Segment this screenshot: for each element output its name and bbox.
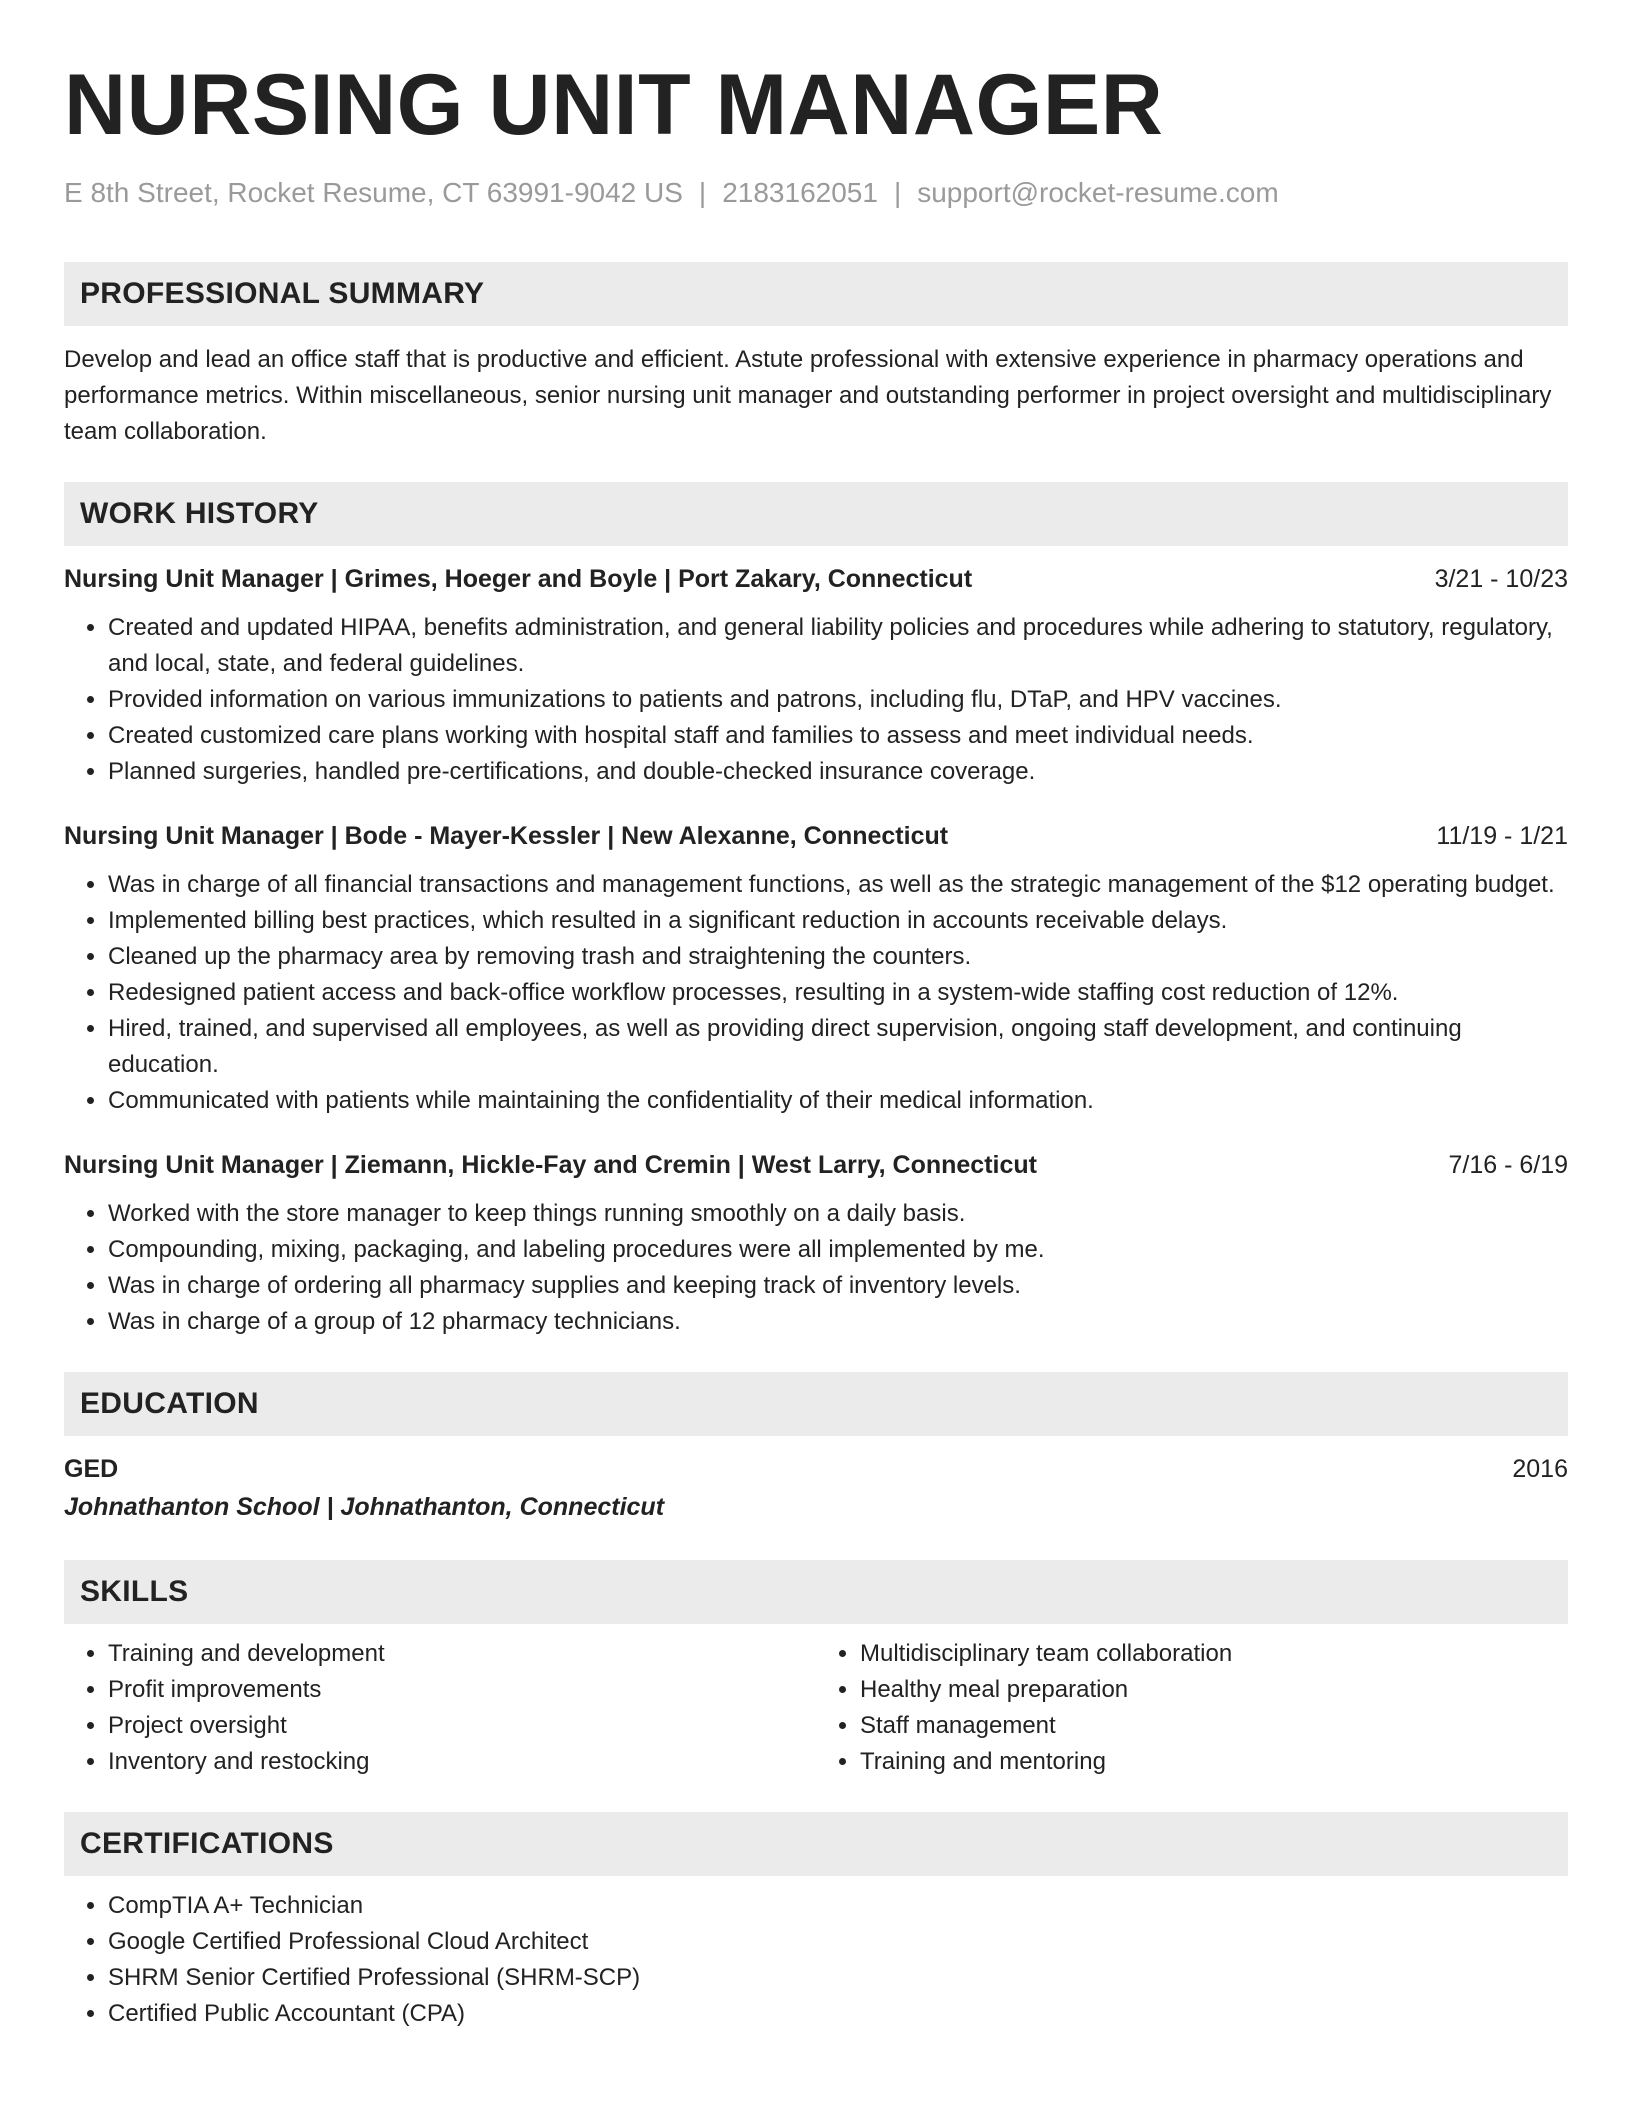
list-item: • Worked with the store manager to keep things running smoothly on a daily basis.	[108, 1196, 1568, 1232]
list-item: • Provided information on various immunizations to patients and patrons, including flu, DTaP, and HPV vaccines.	[108, 682, 1568, 718]
education-school: Johnathanton School | Johnathanton, Connecticut	[64, 1492, 665, 1521]
section-heading-education: EDUCATION	[64, 1372, 1568, 1436]
job-bullets	[64, 1196, 1568, 1340]
education-header	[64, 1452, 1568, 1486]
job-entry	[64, 562, 1568, 790]
job-title: Nursing Unit Manager | Ziemann, Hickle-Fay and Cremin | West Larry, Connecticut	[64, 1150, 1037, 1179]
education-year: 2016	[1512, 1454, 1568, 1483]
list-item: • Planned surgeries, handled pre-certifications, and double-checked insurance coverage.	[108, 754, 1568, 790]
summary-text: Develop and lead an office staff that is productive and efficient. Astute professional with extensive experience in pharmacy operations and performance metrics. Within miscellaneous, senior nursing unit manager and outstanding performer in project oversight and multidisciplinary team collaboration.	[64, 345, 1552, 445]
list-item: • Project oversight	[108, 1708, 816, 1744]
skills-column-right	[816, 1636, 1568, 1780]
job-dates: 11/19 - 1/21	[1436, 821, 1568, 850]
contact-phone: 2183162051	[722, 177, 878, 208]
contact-line	[64, 176, 1568, 210]
education-entry	[64, 1452, 1568, 1524]
list-item: • Compounding, mixing, packaging, and labeling procedures were all implemented by me.	[108, 1232, 1568, 1268]
list-item: • Cleaned up the pharmacy area by removing trash and straightening the counters.	[108, 939, 1568, 975]
education-degree: GED	[64, 1454, 119, 1483]
job-bullets	[64, 610, 1568, 790]
list-item: • Training and development	[108, 1636, 816, 1672]
list-item: • Was in charge of a group of 12 pharmacy technicians.	[108, 1304, 1568, 1340]
job-header	[64, 562, 1568, 596]
job-dates: 7/16 - 6/19	[1448, 1150, 1568, 1179]
section-heading-certifications: CERTIFICATIONS	[64, 1812, 1568, 1876]
list-item: • Redesigned patient access and back-office workflow processes, resulting in a system-wide staffing cost reduction of 12%.	[108, 975, 1568, 1011]
list-item: • SHRM Senior Certified Professional (SHRM-SCP)	[108, 1960, 1568, 1996]
list-item: • Hired, trained, and supervised all employees, as well as providing direct supervision, ongoing staff development, and continuing education.	[108, 1011, 1568, 1083]
contact-address: E 8th Street, Rocket Resume, CT 63991-9042 US	[64, 177, 683, 208]
contact-separator: |	[698, 177, 707, 208]
contact-email[interactable]: support@rocket-resume.com	[917, 177, 1279, 208]
section-heading-summary: PROFESSIONAL SUMMARY	[64, 262, 1568, 326]
job-bullets	[64, 867, 1568, 1119]
list-item: • Inventory and restocking	[108, 1744, 816, 1780]
list-item: • Certified Public Accountant (CPA)	[108, 1996, 1568, 2032]
list-item: • Multidisciplinary team collaboration	[860, 1636, 1568, 1672]
list-item: • Communicated with patients while maintaining the confidentiality of their medical information.	[108, 1083, 1568, 1119]
job-header	[64, 1148, 1568, 1182]
list-item: • Implemented billing best practices, which resulted in a significant reduction in accounts receivable delays.	[108, 903, 1568, 939]
job-entry	[64, 819, 1568, 1119]
list-item: • Training and mentoring	[860, 1744, 1568, 1780]
job-title: Nursing Unit Manager | Grimes, Hoeger and Boyle | Port Zakary, Connecticut	[64, 564, 973, 593]
candidate-name: NURSING UNIT MANAGER	[64, 57, 1164, 153]
list-item: • Google Certified Professional Cloud Architect	[108, 1924, 1568, 1960]
section-heading-work-history: WORK HISTORY	[64, 482, 1568, 546]
list-item: • Created and updated HIPAA, benefits administration, and general liability policies and procedures while adhering to statutory, regulatory, and local, state, and federal guidelines.	[108, 610, 1568, 682]
list-item: • Profit improvements	[108, 1672, 816, 1708]
job-dates: 3/21 - 10/23	[1434, 564, 1568, 593]
list-item: • Was in charge of ordering all pharmacy supplies and keeping track of inventory levels.	[108, 1268, 1568, 1304]
list-item: • Was in charge of all financial transactions and management functions, as well as the strategic management of the $12 operating budget.	[108, 867, 1568, 903]
skills-column-left	[64, 1636, 816, 1780]
list-item: • Staff management	[860, 1708, 1568, 1744]
section-heading-skills: SKILLS	[64, 1560, 1568, 1624]
skills-grid	[64, 1636, 1568, 1780]
list-item: • CompTIA A+ Technician	[108, 1888, 1568, 1924]
skills-list	[64, 1636, 816, 1780]
job-header	[64, 819, 1568, 853]
list-item: • Healthy meal preparation	[860, 1672, 1568, 1708]
list-item: • Created customized care plans working with hospital staff and families to assess and meet individual needs.	[108, 718, 1568, 754]
certifications-list	[64, 1888, 1568, 2032]
contact-separator: |	[893, 177, 902, 208]
skills-list	[816, 1636, 1568, 1780]
job-entry	[64, 1148, 1568, 1340]
job-title: Nursing Unit Manager | Bode - Mayer-Kessler | New Alexanne, Connecticut	[64, 821, 949, 850]
